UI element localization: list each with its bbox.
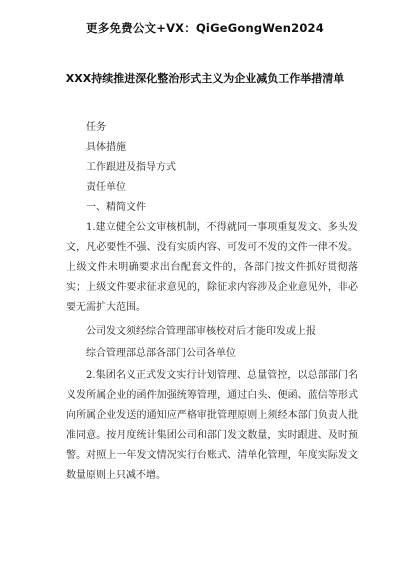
- paragraph-2: 公司发文须经综合管理部审核校对后才能印发或上报: [86, 326, 316, 337]
- promo-header: 更多免费公文+VX：QiGeGongWen2024: [86, 21, 324, 35]
- paragraph-3: 综合管理部总部各部门公司各单位: [86, 348, 236, 359]
- outline-item-section-heading: 一、精简文件: [86, 202, 146, 213]
- paragraph-4: 2.集团名义正式发文实行计划管理、总量管控，以总部部门名义发所属企业的函件加强统筹管理，通过白头、便函、蓝信等形式向所属企业发送的通知应严格审批管理原则上须经本部门负责人批准同意。按月度统计集团公司和部门发文数量，实时跟进、及时预警。对照上一年发文情况实行台账式、清单化管理，年度实际发文数量原则上只减不增。: [66, 370, 358, 481]
- outline-list: [86, 118, 176, 218]
- outline-item-task: 任务: [86, 122, 106, 133]
- outline-item-measures: 具体措施: [86, 142, 126, 153]
- document-title: XXX持续推进深化整治形式主义为企业减负工作举措清单: [65, 72, 345, 85]
- outline-item-responsible-unit: 责任单位: [86, 182, 126, 193]
- outline-item-follow-up: 工作跟进及指导方式: [86, 162, 176, 173]
- paragraph-1: 1.建立健全公文审核机制，不得就同一事项重复发文、多头发文，凡必要性不强、没有实质内容、可发可不发的文件一律不发。上级文件未明确要求出台配套文件的，各部门按文件抓好贯彻落实；上级文件要求征求意见的，除征求内容涉及企业意见外，非必要无需扩大范围。: [66, 222, 358, 313]
